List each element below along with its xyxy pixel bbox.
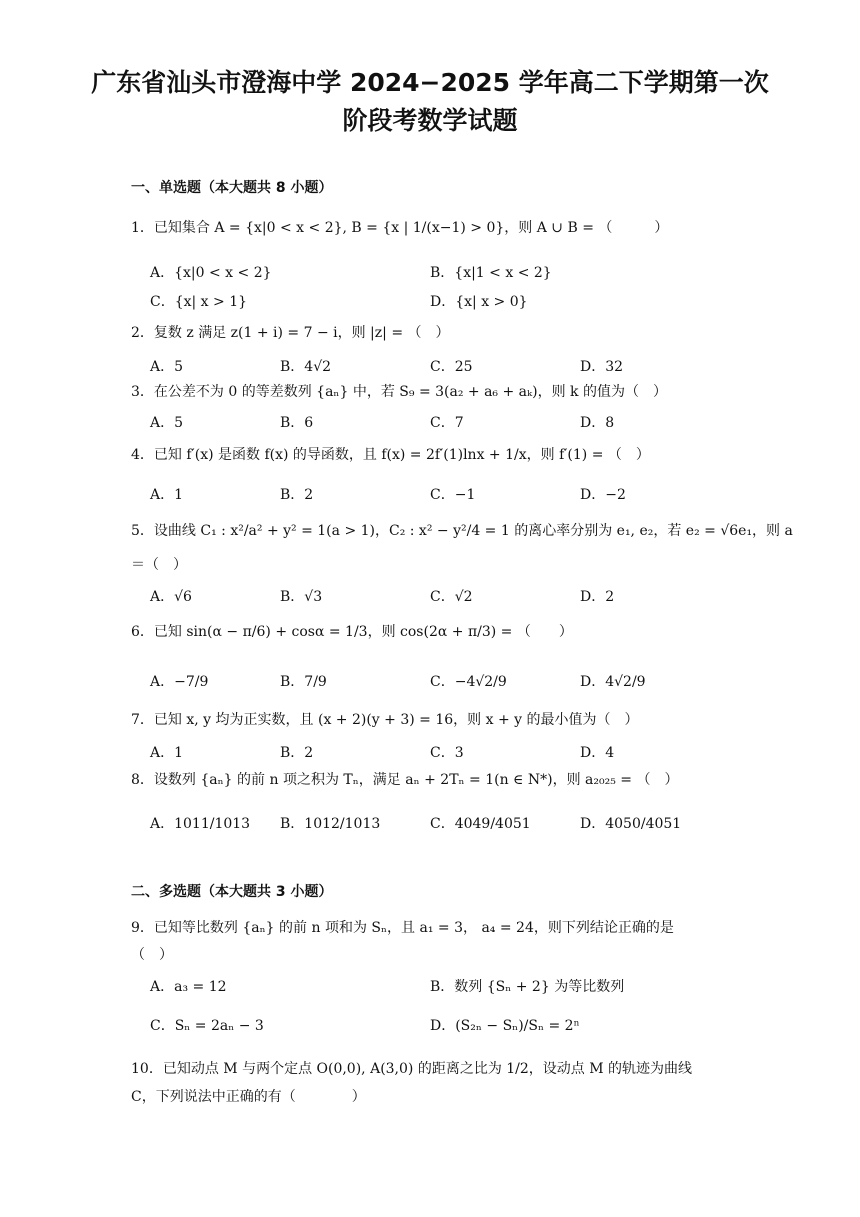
question-stem: 复数 z 满足 z(1 + i) = 7 − i，则 |z| = （ ） xyxy=(153,325,450,341)
option-a[interactable]: A．−7/9 xyxy=(150,674,209,690)
question-5 xyxy=(131,521,793,541)
question-3-options xyxy=(150,412,740,436)
question-7-options xyxy=(150,742,740,766)
question-1-options-row-1 xyxy=(150,262,740,286)
option-b[interactable]: B．2 xyxy=(280,745,314,761)
option-d[interactable]: D．32 xyxy=(580,359,624,375)
question-number: 9． xyxy=(131,920,154,936)
option-a[interactable]: A．√6 xyxy=(150,589,192,605)
question-3 xyxy=(131,382,732,402)
option-b[interactable]: B．√3 xyxy=(280,589,323,605)
option-c[interactable]: C．25 xyxy=(430,359,473,375)
option-c[interactable]: C．{x| x > 1} xyxy=(150,294,248,310)
question-stem: 已知集合 A = {x|0 < x < 2}, B = {x | 1/(x−1) > 0}，则 A ∪ B = （ ） xyxy=(153,220,669,236)
option-d[interactable]: D．(S₂ₙ − Sₙ)/Sₙ = 2ⁿ xyxy=(430,1018,580,1034)
question-stem: 已知动点 M 与两个定点 O(0,0), A(3,0) 的距离之比为 1/2，设动点 M 的轨迹为曲线 xyxy=(162,1061,693,1077)
section-heading-multiple-choice: 二、多选题（本大题共 3 小题） xyxy=(131,884,333,900)
question-9-options-row-2 xyxy=(150,1015,740,1039)
question-stem: 设曲线 C₁ : x²/a² + y² = 1(a > 1)，C₂ : x² − y²/4 = 1 的离心率分别为 e₁, e₂，若 e₂ = √6e₁，则 a xyxy=(153,523,793,539)
question-2 xyxy=(131,323,732,343)
question-1 xyxy=(131,218,732,238)
question-1-options-row-2 xyxy=(150,291,740,315)
question-stem: 已知 sin(α − π/6) + cosα = 1/3，则 cos(2α + π/3) = （ ） xyxy=(153,624,573,640)
question-5-continuation: ＝（ ） xyxy=(131,557,187,573)
question-8 xyxy=(131,770,732,790)
question-10-continuation: C，下列说法中正确的有（ ） xyxy=(131,1089,366,1105)
question-5-options xyxy=(150,586,740,610)
question-number: 8． xyxy=(131,772,154,788)
question-number: 6． xyxy=(131,624,154,640)
option-d[interactable]: D．8 xyxy=(580,415,615,431)
option-b[interactable]: B．4√2 xyxy=(280,359,332,375)
question-stem: 已知 f′(x) 是函数 f(x) 的导函数，且 f(x) = 2f′(1)lnx + 1/x，则 f′(1) = （ ） xyxy=(153,447,650,463)
title-line-1: 广东省汕头市澄海中学 2024−2025 学年高二下学期第一次 xyxy=(91,68,769,97)
option-b[interactable]: B．{x|1 < x < 2} xyxy=(430,265,552,281)
question-9 xyxy=(131,918,732,938)
question-4-options xyxy=(150,484,740,508)
title-line-2: 阶段考数学试题 xyxy=(342,106,518,135)
option-d[interactable]: D．4√2/9 xyxy=(580,674,646,690)
question-number: 2． xyxy=(131,325,154,341)
option-d[interactable]: D．4 xyxy=(580,745,615,761)
question-9-continuation: （ ） xyxy=(131,947,173,963)
option-b[interactable]: B．2 xyxy=(280,487,314,503)
option-c[interactable]: C．√2 xyxy=(430,589,473,605)
question-number: 10． xyxy=(131,1061,163,1077)
option-a[interactable]: A．5 xyxy=(150,415,184,431)
question-8-options xyxy=(150,813,740,837)
question-number: 7． xyxy=(131,712,154,728)
question-number: 4． xyxy=(131,447,154,463)
question-2-options xyxy=(150,356,740,380)
question-number: 3． xyxy=(131,384,154,400)
option-c[interactable]: C．3 xyxy=(430,745,464,761)
option-d[interactable]: D．4050/4051 xyxy=(580,816,682,832)
option-c[interactable]: C．−1 xyxy=(430,487,476,503)
option-a[interactable]: A．1 xyxy=(150,487,184,503)
page-title xyxy=(0,64,860,140)
option-c[interactable]: C．7 xyxy=(430,415,464,431)
question-stem: 设数列 {aₙ} 的前 n 项之积为 Tₙ，满足 aₙ + 2Tₙ = 1(n ∈ N*)，则 a₂₀₂₅ = （ ） xyxy=(153,772,679,788)
question-4 xyxy=(131,445,732,465)
option-a[interactable]: A．1 xyxy=(150,745,184,761)
question-9-options-row-1 xyxy=(150,976,740,1000)
question-number: 1． xyxy=(131,220,154,236)
option-a[interactable]: A．5 xyxy=(150,359,184,375)
option-b[interactable]: B．6 xyxy=(280,415,314,431)
question-stem: 在公差不为 0 的等差数列 {aₙ} 中，若 S₉ = 3(a₂ + a₆ + aₖ)，则 k 的值为（ ） xyxy=(153,384,667,400)
question-10 xyxy=(131,1059,732,1079)
option-d[interactable]: D．−2 xyxy=(580,487,626,503)
option-a[interactable]: A．{x|0 < x < 2} xyxy=(150,265,272,281)
question-stem: 已知等比数列 {aₙ} 的前 n 项和为 Sₙ，且 a₁ = 3， a₄ = 24，则下列结论正确的是 xyxy=(153,920,674,936)
question-6-options xyxy=(150,671,740,695)
option-c[interactable]: C．4049/4051 xyxy=(430,816,531,832)
question-6 xyxy=(131,622,732,642)
question-number: 5． xyxy=(131,523,154,539)
option-d[interactable]: D．2 xyxy=(580,589,615,605)
option-a[interactable]: A．a₃ = 12 xyxy=(150,979,227,995)
option-a[interactable]: A．1011/1013 xyxy=(150,816,251,832)
option-c[interactable]: C．−4√2/9 xyxy=(430,674,507,690)
option-d[interactable]: D．{x| x > 0} xyxy=(430,294,528,310)
option-b[interactable]: B．数列 {Sₙ + 2} 为等比数列 xyxy=(430,979,625,995)
question-stem: 已知 x, y 均为正实数，且 (x + 2)(y + 3) = 16，则 x + y 的最小值为（ ） xyxy=(153,712,639,728)
option-b[interactable]: B．7/9 xyxy=(280,674,327,690)
option-c[interactable]: C．Sₙ = 2aₙ − 3 xyxy=(150,1018,264,1034)
option-b[interactable]: B．1012/1013 xyxy=(280,816,381,832)
section-heading-single-choice: 一、单选题（本大题共 8 小题） xyxy=(131,180,333,196)
question-7 xyxy=(131,710,732,730)
